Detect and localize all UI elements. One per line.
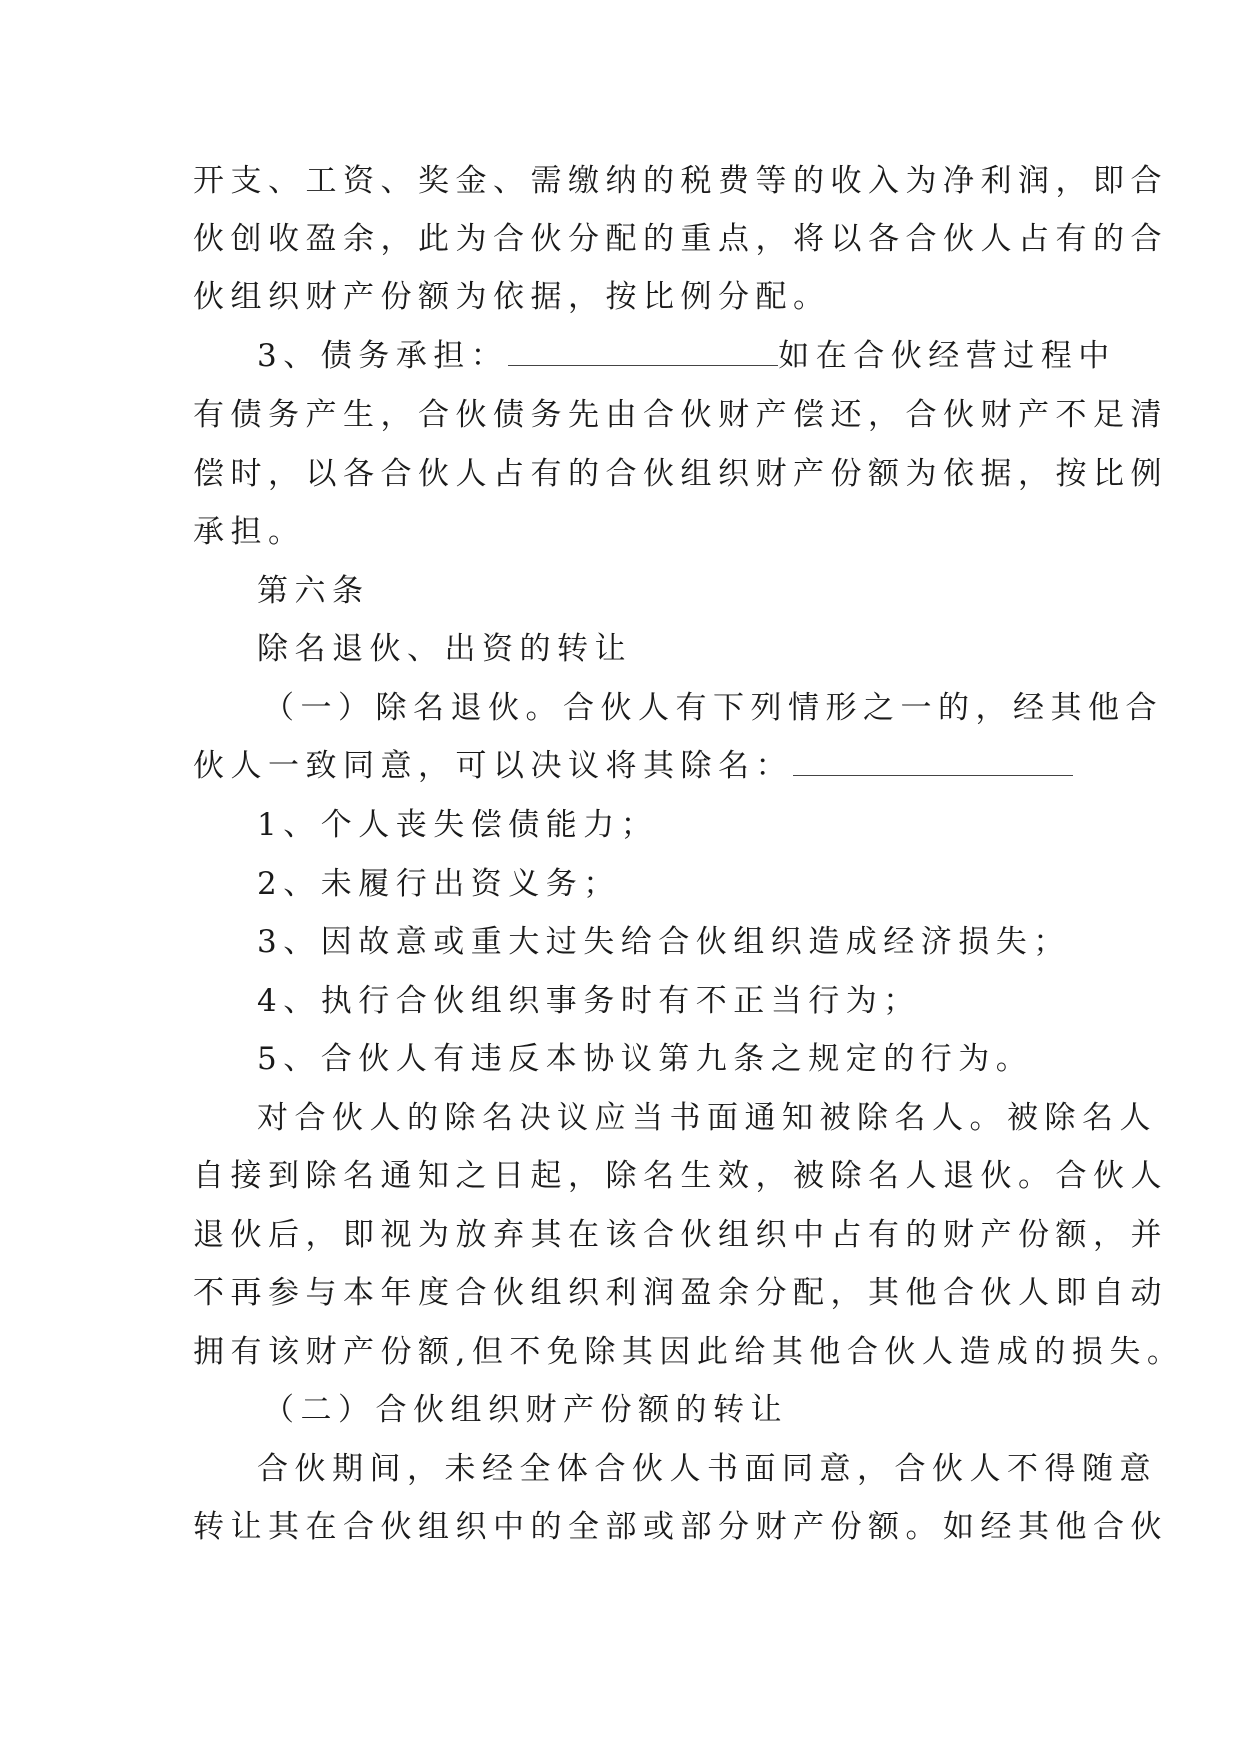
list-item: 2、未履行出资义务； [257, 866, 621, 902]
list-item: 5、合伙人有违反本协议第九条之规定的行为。 [257, 1041, 1034, 1077]
list-item: 4、执行合伙组织事务时有不正当行为； [257, 983, 921, 1019]
text-line: 自接到除名通知之日起，除名生效，被除名人退伙。合伙人 [193, 1158, 1168, 1194]
text-line: 合伙期间，未经全体合伙人书面同意，合伙人不得随意 [257, 1451, 1157, 1487]
text-line: 对合伙人的除名决议应当书面通知被除名人。被除名人 [257, 1100, 1157, 1136]
text-line: 转让其在合伙组织中的全部或部分财产份额。如经其他合伙 [193, 1509, 1168, 1545]
text-line: 退伙后，即视为放弃其在该合伙组织中占有的财产份额，并 [193, 1217, 1168, 1253]
fill-in-blank [508, 339, 778, 366]
text-line: （一）除名退伙。合伙人有下列情形之一的，经其他合 [263, 690, 1163, 726]
article-subheading: 除名退伙、出资的转让 [257, 631, 632, 667]
section-heading: （二）合伙组织财产份额的转让 [263, 1392, 788, 1428]
fill-in-blank [793, 749, 1073, 776]
article-heading: 第六条 [257, 573, 370, 609]
expulsion-clause-line [193, 746, 1073, 786]
list-item: 1、个人丧失偿债能力； [257, 807, 659, 843]
text-line: 偿时，以各合伙人占有的合伙组织财产份额为依据，按比例 [193, 456, 1168, 492]
debt-clause-label: 3、债务承担： [257, 338, 509, 374]
text-line: 伙组织财产份额为依据，按比例分配。 [193, 279, 831, 315]
text-line: 伙创收盈余，此为合伙分配的重点，将以各合伙人占有的合 [193, 221, 1168, 257]
debt-clause-text: 如在合伙经营过程中 [778, 338, 1116, 374]
debt-clause-line [257, 336, 1116, 376]
text-line: 拥有该财产份额,但不免除其因此给其他合伙人造成的损失。 [193, 1334, 1185, 1370]
expulsion-clause-text: 伙人一致同意，可以决议将其除名： [193, 748, 793, 784]
list-item: 3、因故意或重大过失给合伙组织造成经济损失； [257, 924, 1071, 960]
text-line: 承担。 [193, 514, 306, 550]
text-line: 开支、工资、奖金、需缴纳的税费等的收入为净利润，即合 [193, 163, 1168, 199]
text-line: 不再参与本年度合伙组织利润盈余分配，其他合伙人即自动 [193, 1275, 1168, 1311]
text-line: 有债务产生，合伙债务先由合伙财产偿还，合伙财产不足清 [193, 397, 1168, 433]
